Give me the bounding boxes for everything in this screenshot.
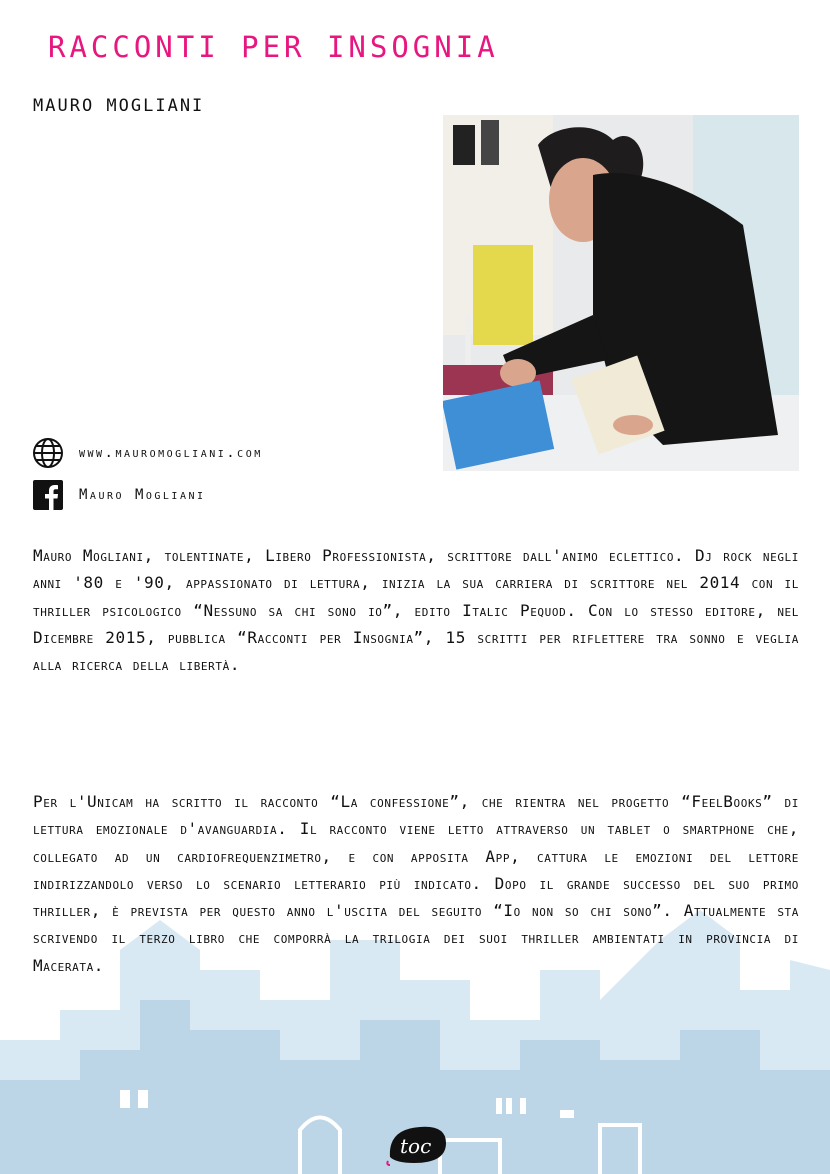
logo-text: toc <box>400 1134 432 1158</box>
facebook-icon <box>32 479 64 511</box>
website-row[interactable] <box>32 437 263 469</box>
bio-paragraph-1: Mauro Mogliani, tolentinate, Libero Professionista, scrittore dall'animo eclettico. Dj rock negli anni '80 e '90, appassionato di lettura, inizia la sua carriera di scrittore nel 2014 con il thriller psicologico “Nessuno sa chi sono io”, edito Italic Pequod. Con lo stesso editore, nel Dicembre 2015, pubblica “Racconti per Insognia”, 15 scritti per riflettere tra sonno e veglia alla ricerca della libertà. <box>33 546 799 675</box>
facebook-row[interactable] <box>32 479 206 511</box>
bio-paragraph-2: Per l'Unicam ha scritto il racconto “La confessione”, che rientra nel progetto “FeelBooks” di lettura emozionale d'avanguardia. Il racconto viene letto attraverso un tablet o smartphone che, collegato ad un cardiofrequenzimetro, e con apposita App, cattura le emozioni del lettore indirizzandolo verso lo scenario letterario più indicato. Dopo il grande successo del suo primo thriller, è prevista per questo anno l'uscita del seguito “Io non so chi sono”. Attualmente sta scrivendo il terzo libro che comporrà la trilogia dei suoi thriller ambientati in provincia di Macerata. <box>33 792 799 975</box>
page-title: RACCONTI PER INSOGNIA <box>48 30 499 64</box>
facebook-link[interactable]: Mauro Mogliani <box>79 487 206 503</box>
toc-logo <box>384 1123 452 1171</box>
author-name: MAURO MOGLIANI <box>33 96 205 116</box>
globe-icon <box>32 437 64 469</box>
author-photo <box>443 115 799 471</box>
website-link[interactable]: www.mauromogliani.com <box>79 445 263 461</box>
